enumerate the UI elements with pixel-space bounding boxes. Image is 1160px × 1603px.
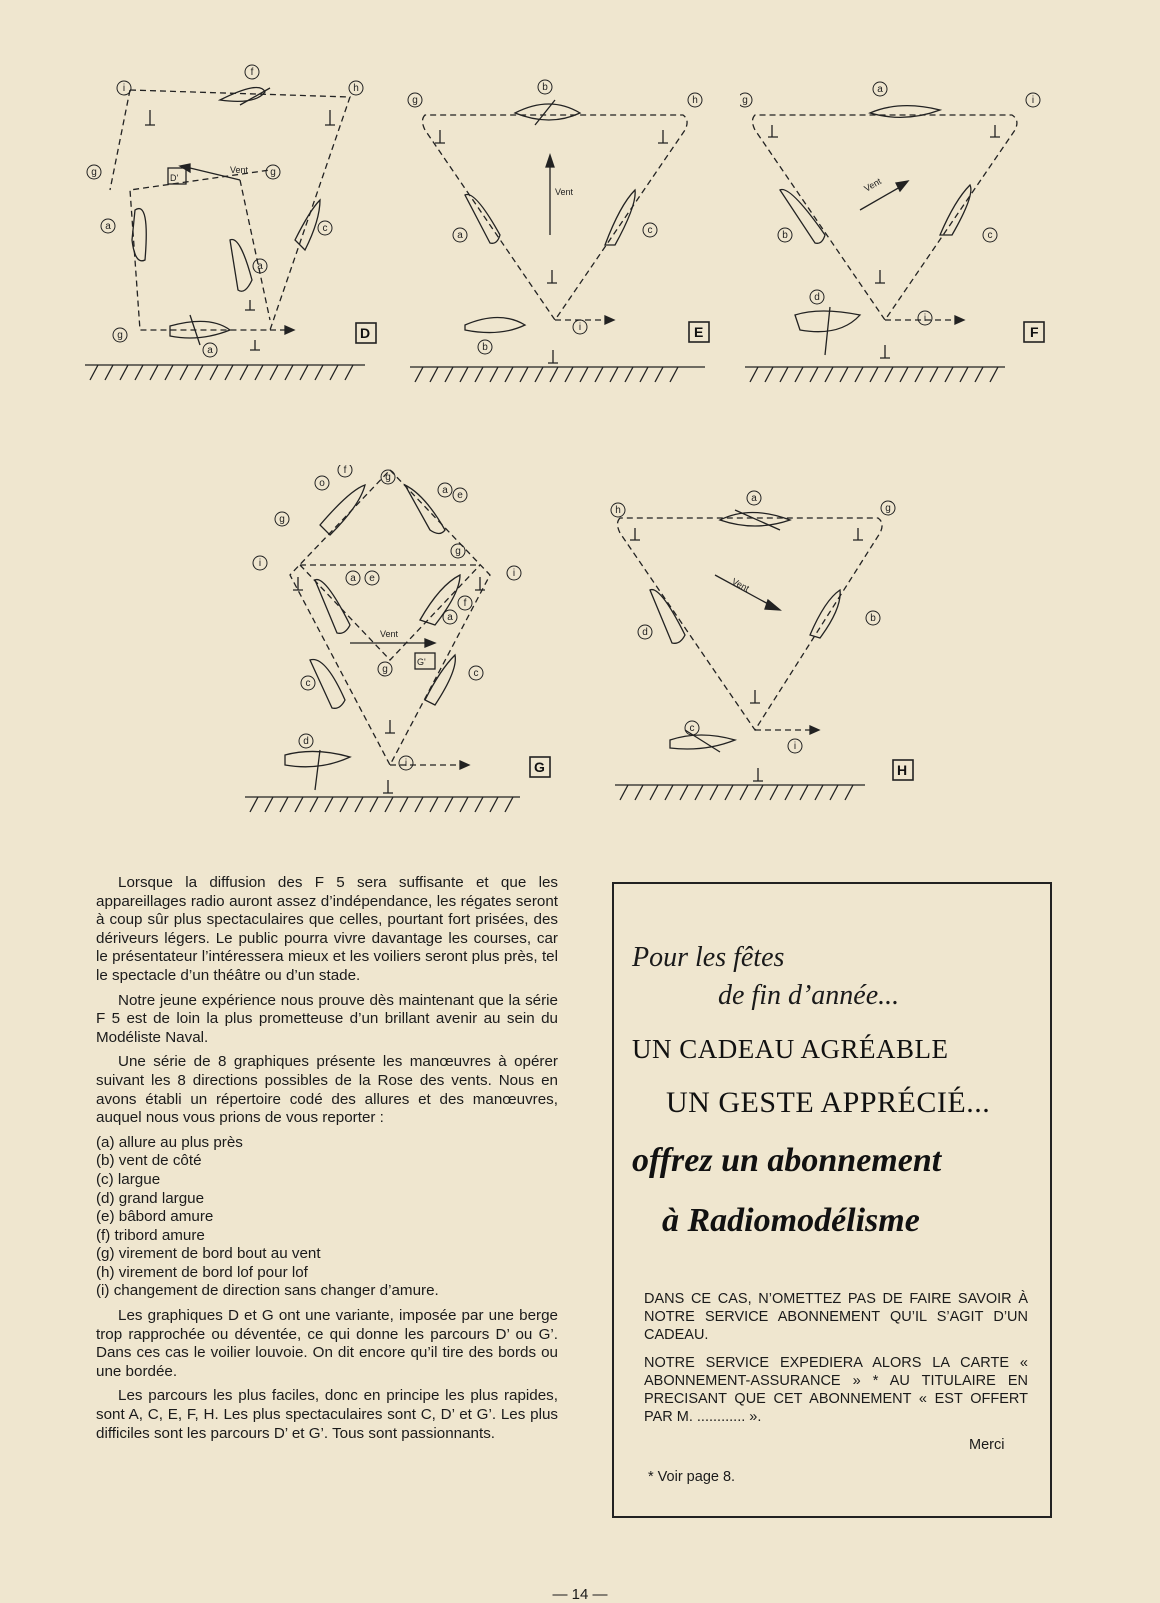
diagram-g-mark-5: g [279, 514, 285, 525]
article-paragraph-1: Lorsque la diffusion des F 5 sera suffisante et que les appareillages radio auront assez d’indépendance, les régates seront à coup sûr plus spectaculaires que celles, pourtant fort prisées, des dériveurs légers. Le public pourra vivre davantage les courses, car le présentateur l’intéressera mieux et les voiliers seront plus près, tel le spectacle d’un théâtre ou d’un stade. [96, 874, 558, 984]
ad-paragraph-1: DANS CE CAS, N’OMETTEZ PAS DE FAIRE SAVOIR À NOTRE SERVICE ABONNEMENT QU’IL S’AGIT D’UN CADEAU. [644, 1291, 1028, 1343]
diagram-d-mark-1: i [122, 83, 126, 94]
diagram-e-mark-5: b [482, 342, 488, 353]
ad-line-5: offrez un abonnement [632, 1142, 942, 1179]
diagram-h-mark-0: h [615, 505, 621, 516]
diagram-g-mark-16: d [303, 736, 309, 747]
diagram-f-mark-0: g [742, 95, 748, 106]
diagram-f-mark-6: i [923, 313, 927, 324]
legend-item-c: (c) largue [96, 1170, 161, 1188]
ad-merci: Merci [969, 1437, 1005, 1453]
ad-line-6: à Radiomodélisme [662, 1202, 920, 1239]
legend-item-b: (b) vent de côté [96, 1152, 202, 1170]
diagram-e-mark-3: a [457, 230, 463, 241]
diagram-d-mark-7: a [257, 261, 263, 272]
diagram-g-mark-4: a [442, 485, 448, 496]
diagram-g-variant: G' [417, 657, 426, 667]
diagram-g-mark-12: a [447, 612, 453, 623]
diagram-g-mark-9: e [369, 573, 375, 584]
ad-line-3: UN CADEAU AGRÉABLE [632, 1034, 949, 1064]
ad-footnote: * Voir page 8. [648, 1469, 736, 1485]
diagram-f-wind-label: Vent [862, 176, 883, 194]
legend-item-i: (i) changement de direction sans changer d’amure. [96, 1282, 439, 1300]
diagram-d-letter: D [360, 325, 371, 341]
diagram-d [80, 60, 380, 395]
diagram-f [740, 75, 1050, 395]
diagram-f-mark-2: i [1031, 95, 1035, 106]
diagram-g-letter: G [534, 759, 545, 775]
diagram-e-mark-6: i [578, 322, 582, 333]
legend-item-a: (a) allure au plus près [96, 1133, 243, 1151]
diagram-h-mark-6: i [793, 741, 797, 752]
diagram-g-mark-1: f [343, 465, 347, 476]
diagram-g-mark-6: g [455, 546, 461, 557]
diagram-d-mark-5: a [105, 221, 111, 232]
diagram-g-mark-2: g [385, 472, 391, 483]
ad-paragraph-2: NOTRE SERVICE EXPEDIERA ALORS LA CARTE « ABONNEMENT-ASSURANCE » * AU TITULAIRE EN PRECISANT QUE CET ABONNEMENT « EST OFFERT PAR M. ............ ». [644, 1355, 1028, 1425]
diagram-f-mark-3: b [782, 230, 788, 241]
diagram-g-mark-15: c [473, 668, 479, 679]
article-paragraph-3: Une série de 8 graphiques présente les manœuvres à opérer suivant les 8 directions possibles de la Rose des vents. Nous en avons établi un répertoire codé des allures et des manœuvres, auquel nous vous prions de vous reporter : [96, 1053, 558, 1127]
diagram-g-mark-14: c [305, 678, 311, 689]
diagram-h-mark-4: b [870, 613, 876, 624]
diagram-e-wind-label: Vent [555, 187, 574, 197]
diagram-g-mark-3: e [457, 490, 463, 501]
diagram-e-mark-0: g [412, 95, 418, 106]
diagram-e [405, 75, 715, 395]
article-paragraph-4: Les graphiques D et G ont une variante, imposée par une berge trop rapprochée ou déventée, ce qui donne les parcours D’ ou G’. Dans ces cas le voilier louvoie. On dit encore qu’il tire des bords ou une bordée. [96, 1307, 558, 1380]
ad-line-1: Pour les fêtes [632, 942, 785, 973]
diagram-d-mark-9: a [207, 345, 213, 356]
diagram-f-letter: F [1030, 324, 1039, 340]
ad-line-2: de fin d’année... [718, 980, 900, 1011]
diagram-d-mark-0: f [250, 67, 254, 78]
diagram-h-mark-3: d [642, 627, 648, 638]
diagram-d-wind-label: Vent [230, 165, 249, 175]
diagram-g-mark-10: i [512, 568, 516, 579]
legend-item-g: (g) virement de bord bout au vent [96, 1245, 321, 1263]
legend-item-e: (e) bâbord amure [96, 1208, 214, 1226]
diagram-d-mark-2: h [353, 83, 359, 94]
legend-item-d: (d) grand largue [96, 1189, 205, 1207]
legend-item-f: (f) tribord amure [96, 1226, 205, 1244]
diagram-h-mark-5: c [689, 723, 695, 734]
diagram-g-mark-13: g [382, 664, 388, 675]
page-number: — 14 — [552, 1586, 608, 1603]
diagram-f-mark-1: a [877, 84, 883, 95]
diagram-h [610, 490, 930, 820]
ad-line-4: UN GESTE APPRÉCIÉ... [666, 1086, 991, 1119]
diagram-g-mark-11: f [463, 598, 467, 609]
diagram-g-mark-8: a [350, 573, 356, 584]
legend-item-h: (h) virement de bord lof pour lof [96, 1263, 308, 1281]
diagram-h-wind-label: Vent [730, 576, 751, 594]
diagram-g-mark-17: i [404, 758, 408, 769]
diagram-g-mark-0: o [319, 478, 325, 489]
diagram-g-mark-7: i [258, 558, 262, 569]
diagram-e-letter: E [694, 324, 704, 340]
diagram-f-mark-4: c [987, 230, 993, 241]
diagram-e-mark-4: c [647, 225, 653, 236]
diagram-d-variant: D' [170, 173, 179, 183]
diagram-h-mark-1: a [751, 493, 757, 504]
diagram-g-wind-label: Vent [380, 629, 399, 639]
diagram-d-mark-8: g [117, 330, 123, 341]
diagram-d-mark-3: g [91, 167, 97, 178]
article-paragraph-5: Les parcours les plus faciles, donc en principe les plus rapides, sont A, C, E, F, H. Les plus spectaculaires sont C, D’ et G’. Les plus difficiles sont les parcours D’ et G’. Tous sont passionnants. [96, 1387, 558, 1442]
article-text [96, 874, 558, 1449]
diagram-e-mark-2: h [692, 95, 698, 106]
diagram-f-mark-5: d [814, 292, 820, 303]
maneuver-legend [96, 1134, 558, 1301]
diagram-h-mark-2: g [885, 503, 891, 514]
diagram-h-letter: H [897, 762, 908, 778]
diagram-g [240, 465, 560, 820]
diagram-d-mark-6: c [322, 223, 328, 234]
article-paragraph-2: Notre jeune expérience nous prouve dès maintenant que la série F 5 est de loin la plus prometteuse d’un brillant avenir au sein du Modéliste Naval. [96, 991, 558, 1046]
subscription-ad [612, 882, 1052, 1518]
diagram-e-mark-1: b [542, 82, 548, 93]
diagram-d-mark-4: g [270, 167, 276, 178]
